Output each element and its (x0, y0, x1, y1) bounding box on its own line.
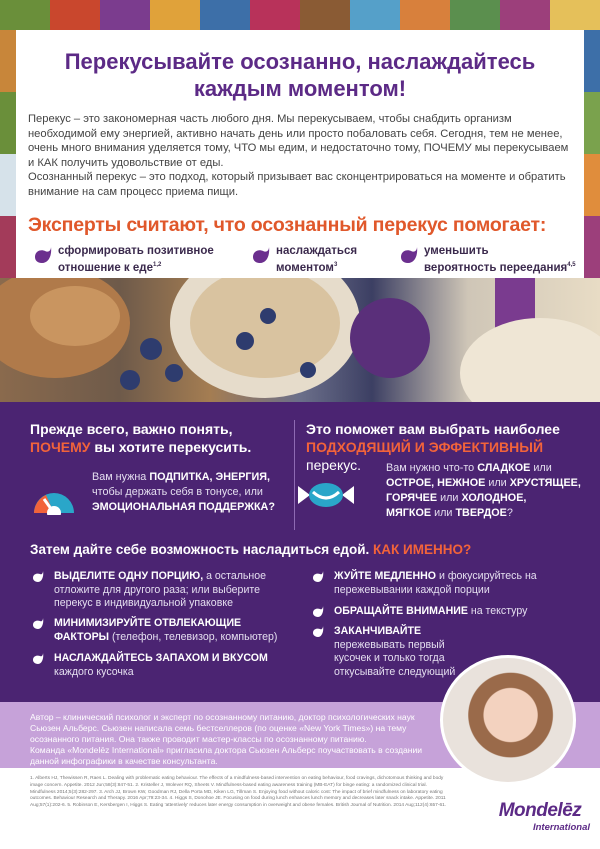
need-keyword: ХОЛОДНОЕ, (461, 492, 527, 504)
tip-bold: НАСЛАЖДАЙТЕСЬ ЗАПАХОМ И ВКУСОМ (54, 652, 268, 664)
why-question-text: Прежде всего, важно понять, (30, 421, 233, 437)
benefit-line: наслаждаться (276, 245, 358, 257)
candy-icon (296, 480, 356, 510)
choose-highlight: ПОДХОДЯЩИЙ И ЭФФЕКТИВНЫЙ (306, 439, 544, 455)
need-right-text (386, 461, 586, 521)
benefit-line: вероятность переедания (424, 261, 568, 274)
why-question-text: вы хотите перекусить. (94, 439, 252, 455)
why-highlight: ПОЧЕМУ (30, 439, 91, 455)
benefit-line: сформировать позитивное (58, 245, 214, 257)
tip-text: на текстуру (467, 605, 528, 617)
need-text: или (434, 507, 453, 519)
tip-item (32, 617, 282, 644)
snacks-photo (0, 278, 600, 402)
need-text: чтобы держать себя в тонусе, или (92, 486, 263, 498)
logo-main: Mondelēz (498, 800, 582, 821)
tip-bold: ВЫДЕЛИТЕ ОДНУ ПОРЦИЮ, (54, 570, 204, 582)
need-keyword: ТВЕРДОЕ (455, 507, 507, 519)
tip-item (312, 570, 582, 597)
need-keyword: ОСТРОЕ, НЕЖНОЕ (386, 477, 486, 489)
tip-item (32, 570, 282, 611)
white-drop-icon (312, 606, 324, 618)
then-heading-text: Затем дайте себе возможность насладиться едой. (30, 542, 370, 557)
footnote-ref: 3 (333, 262, 338, 268)
benefit-item (250, 244, 357, 275)
footnote-ref: 1,2 (152, 262, 162, 268)
tip-bold: ОБРАЩАЙТЕ ВНИМАНИЕ (334, 605, 468, 617)
need-keyword: СЛАДКОЕ (477, 462, 531, 474)
author-bio (30, 712, 430, 767)
why-question (30, 420, 280, 456)
tip-text: и фокусируйтесь на пережевывании каждой порции (334, 570, 537, 596)
tip-bold: МИНИМИЗИРУЙТЕ ОТВЛЕКАЮЩИЕ ФАКТОРЫ (54, 617, 242, 643)
then-heading (30, 542, 471, 557)
need-text: Вам нужно что-то (386, 462, 475, 474)
need-text: ? (506, 507, 513, 519)
white-drop-icon (312, 626, 324, 638)
purple-drop-icon (32, 246, 52, 266)
choose-question-text: Это поможет вам выбрать наиболее (306, 421, 560, 437)
author-bio-text: Автор – клинический психолог и эксперт по осознанному питанию, доктор психологических наук Сьюзен Альберс. Сьюзен написала семь бестселлеров (по оценке «New York Times») на тему осознанного питания. Она также проводит мастер-классы по осознанному питанию. (30, 712, 415, 744)
tip-text: пережевывать первый кусочек и только тогда откусывайте следующий (334, 638, 456, 678)
tip-text: а остальное отложите для другого раза; или выберите перекус в индивидуальной упаковке (54, 570, 267, 609)
choose-question-text: перекус. (306, 457, 361, 473)
column-divider (294, 420, 295, 530)
intro-paragraph: Перекус – это закономерная часть любого дня. Мы перекусываем, чтобы снабдить организм необходимой ему энергией, активно начать день или просто побаловать себя. Сегодня, тем не менее, очень много внимания уделяется тому, ЧТО мы едим, и недостаточно тому, ПОЧЕМУ мы перекусываем и КАК получить удовольствие от еды. (28, 113, 569, 169)
tip-text: (телефон, телевизор, компьютер) (109, 630, 278, 643)
tip-item (32, 652, 282, 679)
need-keyword: ГОРЯЧЕЕ (386, 492, 438, 504)
white-drop-icon (32, 653, 44, 665)
need-text: или (533, 462, 552, 474)
benefit-item (398, 244, 576, 275)
experts-heading: Эксперты считают, что осознанный перекус помогает: (28, 214, 547, 236)
benefit-item (32, 244, 214, 275)
need-keyword: МЯГКОЕ (386, 507, 432, 519)
need-text: или (488, 477, 507, 489)
white-drop-icon (312, 571, 324, 583)
purple-drop-icon (398, 246, 418, 266)
tip-text: каждого кусочка (54, 665, 134, 678)
benefit-line: уменьшить (424, 245, 489, 257)
footnote-ref: 4,5 (567, 262, 576, 268)
benefit-line: моментом (276, 261, 334, 274)
page-title: Перекусывайте осознанно, наслаждайтесь каждым моментом! (64, 49, 536, 101)
need-keyword: ЭМОЦИОНАЛЬНАЯ ПОДДЕРЖКА? (92, 501, 275, 513)
need-left-text (92, 470, 282, 515)
white-drop-icon (32, 571, 44, 583)
intro-paragraph-2: Осознанный перекус – это подход, который призывает вас сконцентрироваться на моменте и обратить внимание на сам процесс приема пищи. (28, 171, 566, 198)
tip-bold: ЖУЙТЕ МЕДЛЕННО (334, 570, 437, 582)
tip-item (312, 605, 582, 619)
purple-drop-icon (250, 246, 270, 266)
logo-sub: International (532, 822, 590, 833)
decorative-top-strip (0, 0, 600, 30)
mondelez-logo (490, 800, 590, 836)
references: 1. Alberts HJ, Thewissen R, Raes L. Dealing with problematic eating behaviour. The effects of a mindfulness-based intervention on eating behaviour, food cravings, dichotomous thinking and body image concern. Appetite. 2012 Jun;58(3):847-51. 2. Kristeller J, Wolever RQ, Sheets V. Mindfulness-based eating awareness training (MB-EAT) for binge eating: a randomized clinical trial. Mindfulness 2014;5(3):282-297. 3. Arch JJ, Brown KW, Goodman RJ, Della Porta MD, Kiken LG, Tillman S. Enjoying food without caloric cost: The impact of brief mindfulness on laboratory eating outcomes. Behaviour Research and Therapy. 2016 Apr;79:23-34. 4. Higgs S, Donohoe JE. Focusing on food during lunch enhances lunch memory and decreases later snack intake. Appetite. 2011 Aug;57(1):202-6. 5. Robinson E, Kersbergen I, Higgs S. Eating 'attentively' reduces later energy consumption in overweight and obese females. British Journal of Nutrition. 2014 Aug;112(4):657-61. (30, 776, 447, 809)
need-keyword: ХРУСТЯЩЕЕ, (509, 477, 581, 489)
author-portrait (440, 655, 576, 785)
need-keyword: ПОДПИТКА, ЭНЕРГИЯ, (149, 471, 271, 483)
need-text: Вам нужна (92, 471, 147, 483)
need-text: или (440, 492, 459, 504)
tip-bold: ЗАКАНЧИВАЙТЕ (334, 625, 422, 637)
benefit-line: отношение к еде (58, 261, 153, 274)
author-bio-text: Команда «Mondelēz International» пригласила доктора Сьюзен Альберс поучаствовать в создании данной инфографики в качестве консультанта. (30, 745, 423, 766)
white-drop-icon (32, 618, 44, 630)
tip-item (312, 625, 482, 679)
energy-gauge-icon (30, 487, 78, 515)
then-highlight: КАК ИМЕННО? (373, 542, 472, 557)
